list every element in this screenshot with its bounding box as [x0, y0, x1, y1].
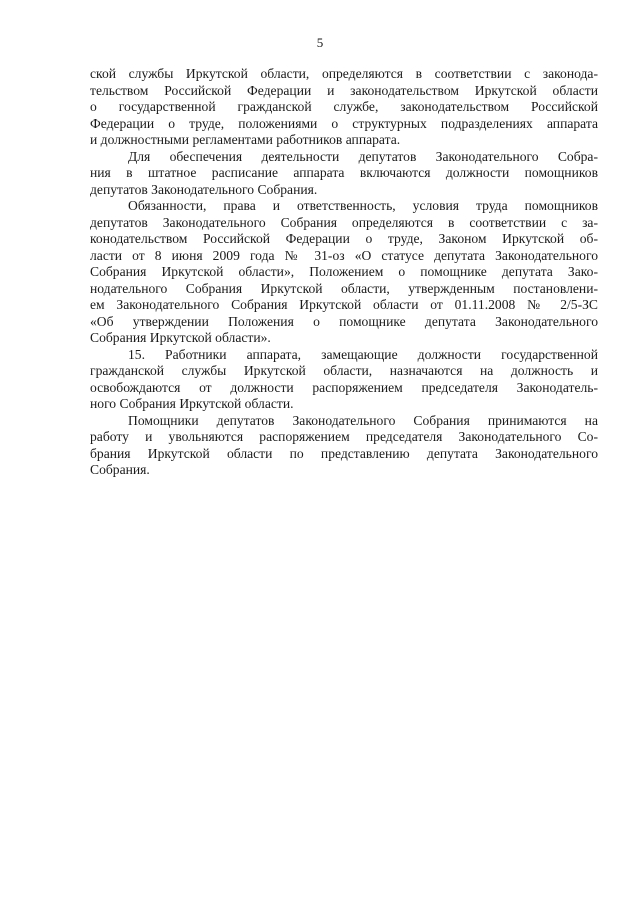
body-line: работу и увольняются распоряжением председателя Законодательного Со-	[90, 429, 598, 444]
body-line: нодательного Собрания Иркутской области, утвержденным постановлени-	[90, 280, 598, 296]
body-line: Обязанности, права и ответственность, условия труда помощников	[128, 198, 598, 213]
body-line: тельством Российской Федерации и законодательством Иркутской области	[90, 82, 598, 98]
page-number: 5	[316, 35, 324, 50]
body-line: брания Иркутской области по представлению депутата Законодательного	[90, 445, 598, 461]
body-line: конодательством Российской Федерации о труде, Законом Иркутской об-	[90, 231, 598, 246]
body-line: ния в штатное расписание аппарата включаются должности помощников	[90, 165, 598, 180]
body-line: депутатов Законодательного Собрания.	[90, 181, 318, 197]
body-line: депутатов Законодательного Собрания определяются в соответствии с за-	[90, 214, 598, 230]
body-line: ем Законодательного Собрания Иркутской области от 01.11.2008 № 2/5-ЗС	[90, 297, 598, 312]
body-line: и должностными регламентами работников аппарата.	[90, 132, 401, 147]
body-line: Федерации о труде, положениями о структурных подразделениях аппарата	[90, 115, 598, 131]
body-line: ласти от 8 июня 2009 года № 31-оз «О статусе депутата Законодательного	[90, 247, 598, 263]
body-line: о государственной гражданской службе, законодательством Российской	[90, 99, 598, 114]
body-line: ской службы Иркутской области, определяются в соответствии с законода-	[90, 66, 598, 81]
body-line: Для обеспечения деятельности депутатов Законодательного Собра-	[128, 148, 598, 164]
body-line: гражданской службы Иркутской области, назначаются на должность и	[90, 363, 598, 378]
body-line: «Об утверждении Положения о помощнике депутата Законодательного	[90, 313, 598, 329]
body-line: ного Собрания Иркутской области.	[90, 396, 294, 411]
document-body	[90, 66, 598, 479]
body-line: 15. Работники аппарата, замещающие должности государственной	[128, 346, 598, 362]
body-line: Собрания Иркутской области».	[90, 330, 271, 345]
body-line: освобождаются от должности распоряжением председателя Законодатель-	[90, 379, 598, 395]
body-line: Помощники депутатов Законодательного Собрания принимаются на	[128, 412, 598, 428]
body-line: Собрания.	[90, 462, 150, 477]
body-line: Собрания Иркутской области», Положением о помощнике депутата Зако-	[90, 264, 598, 279]
